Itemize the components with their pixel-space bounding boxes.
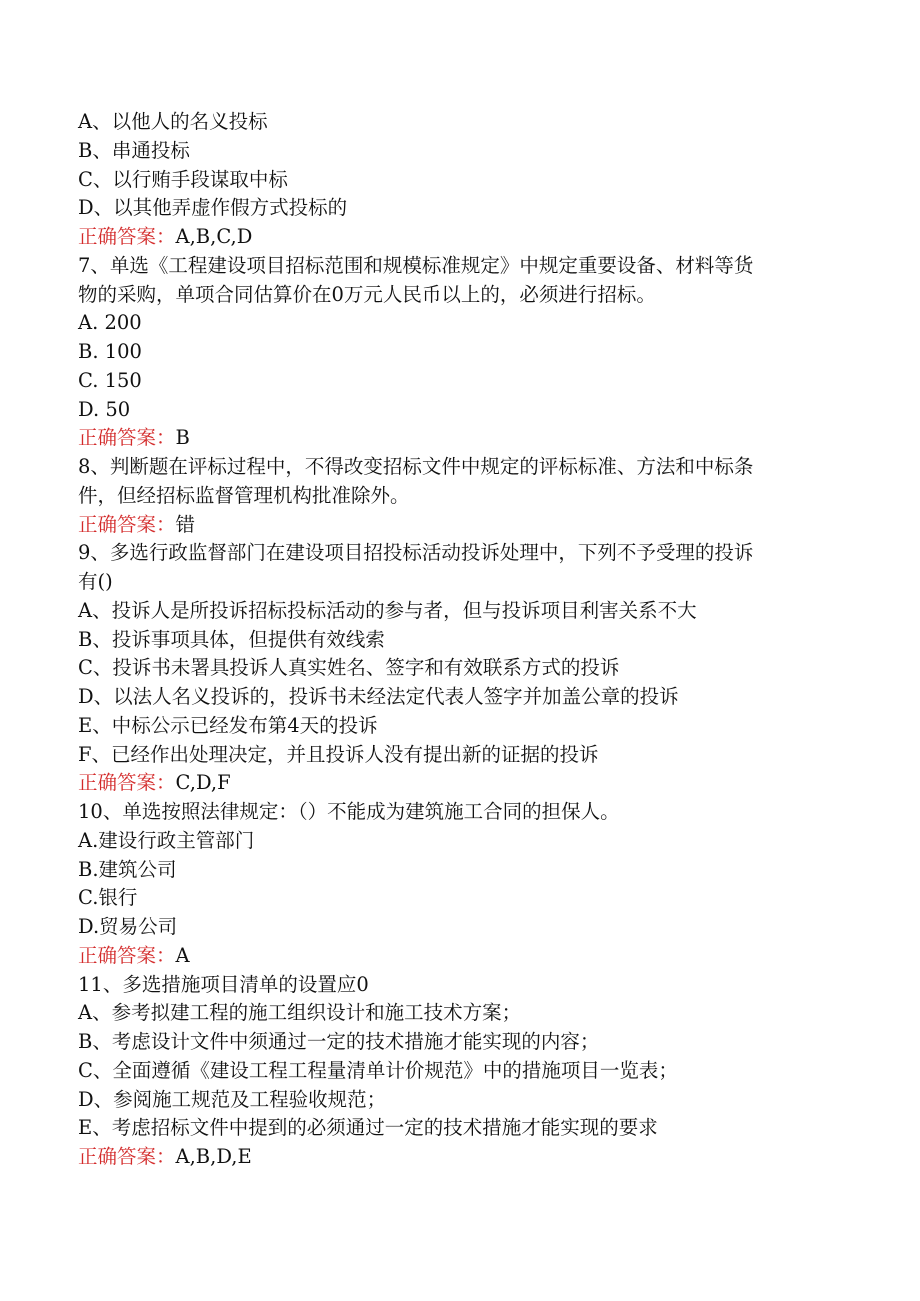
question-10 bbox=[78, 798, 838, 971]
option-e: E、考虑招标文件中提到的必须通过一定的技术措施才能实现的要求 bbox=[78, 1116, 658, 1140]
question-stem: 7、单选《工程建设项目招标范围和规模标准规定》中规定重要设备、材料等货 bbox=[78, 253, 754, 277]
option-b: B、投诉事项具体，但提供有效线索 bbox=[78, 627, 385, 651]
option-a: A、以他人的名义投标 bbox=[78, 110, 268, 133]
answer-line bbox=[78, 511, 838, 540]
option-c: C、全面遵循《建设工程工程量清单计价规范》中的措施项目一览表； bbox=[78, 1058, 678, 1082]
option-d: D. 50 bbox=[78, 397, 131, 421]
answer-label: 正确答案： bbox=[78, 512, 176, 536]
answer-line bbox=[78, 223, 838, 252]
question-stem: 11、多选措施项目清单的设置应0 bbox=[78, 972, 369, 996]
question-6 bbox=[78, 108, 838, 252]
answer-value: 错 bbox=[175, 512, 196, 536]
answer-label: 正确答案： bbox=[78, 771, 176, 795]
question-11 bbox=[78, 971, 838, 1172]
answer-label: 正确答案： bbox=[78, 1145, 176, 1168]
option-b: B、考虑设计文件中须通过一定的技术措施才能实现的内容； bbox=[78, 1030, 600, 1053]
question-stem: 9、多选行政监督部门在建设项目招投标活动投诉处理中，下列不予受理的投诉 bbox=[78, 541, 754, 565]
question-9 bbox=[78, 539, 838, 798]
answer-value: A bbox=[175, 943, 190, 967]
answer-value: A,B,D,E bbox=[175, 1145, 252, 1168]
option-f: F、已经作出处理决定，并且投诉人没有提出新的证据的投诉 bbox=[78, 742, 599, 766]
answer-label: 正确答案： bbox=[78, 225, 176, 248]
answer-label: 正确答案： bbox=[78, 943, 176, 967]
question-7 bbox=[78, 252, 838, 453]
option-e: E、中标公示已经发布第4天的投诉 bbox=[78, 713, 378, 737]
option-b: B.建筑公司 bbox=[78, 857, 177, 881]
question-stem: 物的采购，单项合同估算价在0万元人民币以上的，必须进行招标。 bbox=[78, 282, 656, 306]
option-a: A、参考拟建工程的施工组织设计和施工技术方案； bbox=[78, 1001, 522, 1025]
answer-value: A,B,C,D bbox=[175, 225, 253, 248]
question-8 bbox=[78, 453, 838, 539]
question-stem: 件，但经招标监督管理机构批准除外。 bbox=[78, 483, 410, 507]
answer-value: C,D,F bbox=[175, 771, 231, 795]
question-stem: 10、单选按照法律规定：（）不能成为建筑施工合同的担保人。 bbox=[78, 800, 620, 823]
option-c: C、投诉书未署具投诉人真实姓名、签字和有效联系方式的投诉 bbox=[78, 656, 620, 680]
option-a: A.建设行政主管部门 bbox=[78, 828, 255, 852]
option-d: D、参阅施工规范及工程验收规范； bbox=[78, 1087, 387, 1111]
question-stem: 8、判断题在评标过程中，不得改变招标文件中规定的评标标准、方法和中标条 bbox=[78, 455, 754, 478]
answer-line bbox=[78, 424, 838, 453]
option-d: D、以其他弄虚作假方式投标的 bbox=[78, 196, 348, 220]
answer-line bbox=[78, 769, 838, 798]
document-page bbox=[78, 108, 838, 1172]
option-d: D、以法人名义投诉的，投诉书未经法定代表人签字并加盖公章的投诉 bbox=[78, 685, 679, 708]
answer-line bbox=[78, 1143, 838, 1172]
option-d: D.贸易公司 bbox=[78, 915, 178, 938]
answer-label: 正确答案： bbox=[78, 426, 176, 450]
option-c: C. 150 bbox=[78, 368, 142, 392]
answer-value: B bbox=[175, 426, 190, 450]
option-a: A、投诉人是所投诉招标投标活动的参与者，但与投诉项目利害关系不大 bbox=[78, 598, 697, 622]
option-b: B. 100 bbox=[78, 340, 142, 363]
option-c: C.银行 bbox=[78, 886, 138, 910]
answer-line bbox=[78, 942, 838, 971]
question-stem: 有() bbox=[78, 570, 113, 593]
option-b: B、串通投标 bbox=[78, 138, 190, 162]
option-a: A. 200 bbox=[78, 311, 142, 335]
option-c: C、以行贿手段谋取中标 bbox=[78, 167, 288, 191]
